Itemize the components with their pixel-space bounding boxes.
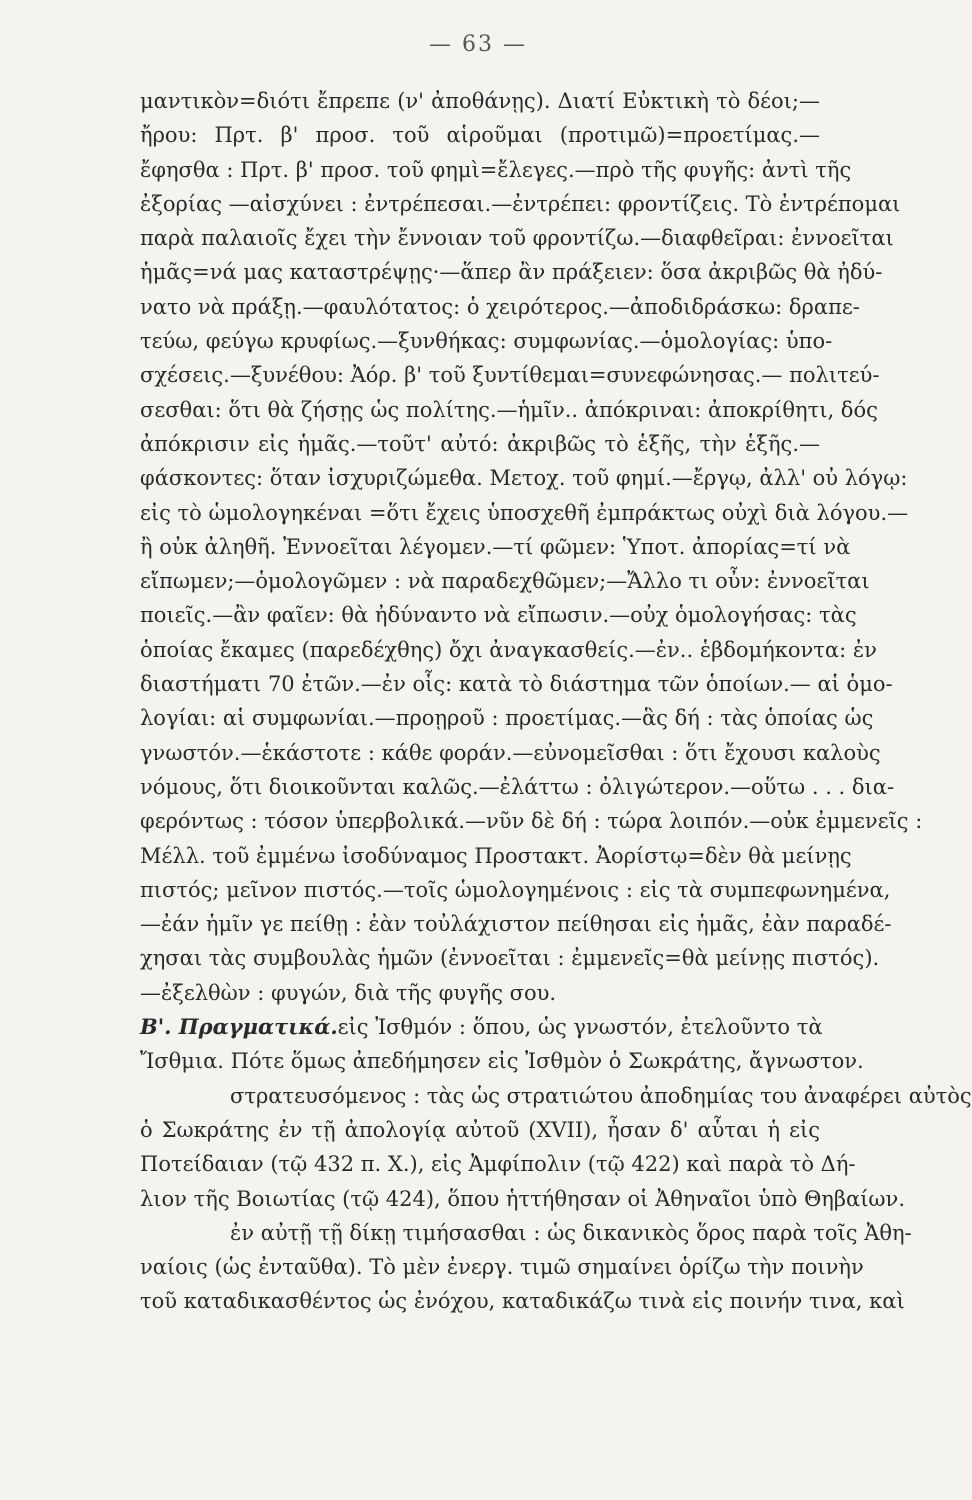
text-line	[140, 839, 852, 873]
text-line	[140, 118, 820, 152]
line-text: Ποτείδαιαν (τῷ 432 π. Χ.), εἰς Ἀμφίπολιν (τῷ 422) καὶ παρὰ τὸ Δή-	[140, 1152, 856, 1177]
text-line	[140, 1079, 972, 1113]
line-text: σεσθαι: ὅτι θὰ ζήσῃς ὡς πολίτης.—ἡμῖν.. ἀπόκριναι: ἀποκρίθητι, δός	[140, 397, 878, 422]
text-line	[140, 496, 909, 530]
text-line	[140, 221, 894, 255]
line-text: ἐν αὐτῇ τῇ δίκῃ τιμήσασθαι : ὡς δικανικὸς ὅρος παρὰ τοῖς Ἀθη-	[230, 1220, 912, 1245]
line-text: ποιεῖς.—ἂν φαῖεν: θὰ ἠδύναντο νὰ εἴπωσιν.—οὐχ ὁμολογήσας: τὰς	[140, 603, 857, 628]
text-line	[140, 873, 891, 907]
text-line	[140, 633, 877, 667]
text-line	[140, 324, 833, 358]
text-line	[140, 153, 852, 187]
line-text: ὁ Σωκράτης ἐν τῇ ἀπολογίᾳ αὐτοῦ (XVII), ἦσαν δ' αὗται ἡ εἰς	[140, 1117, 820, 1142]
text-line	[140, 804, 923, 838]
line-text: —ἐάν ἡμῖν γε πείθῃ : ἐὰν τοὐλάχιστον πείθησαι εἰς ἡμᾶς, ἐὰν παραδέ-	[140, 912, 892, 937]
text-line	[140, 290, 860, 324]
line-text: —ἐξελθὼν : φυγών, διὰ τῆς φυγῆς σου.	[140, 980, 557, 1005]
text-line	[140, 736, 881, 770]
line-text: μαντικὸν=διότι ἔπρεπε (ν' ἀποθάνῃς). Διατί Εὐκτικὴ τὸ δέοι;—	[140, 89, 820, 113]
text-line	[140, 255, 883, 289]
text-line	[140, 941, 880, 975]
line-text: στρατευσόμενος : τὰς ὡς στρατιώτου ἀποδημίας του ἀναφέρει αὐτὸς	[230, 1083, 972, 1108]
line-text: Μέλλ. τοῦ ἐμμένω ἰσοδύναμος Προστακτ. Ἀορίστῳ=δὲν θὰ μείνῃς	[140, 843, 852, 868]
text-line	[140, 530, 851, 564]
text-line	[140, 84, 820, 118]
text-line	[140, 393, 878, 427]
line-text: φάσκοντες: ὅταν ἰσχυριζώμεθα. Μετοχ. τοῦ φημί.—ἔργῳ, ἀλλ' οὐ λόγῳ:	[140, 466, 908, 491]
text-line	[140, 358, 880, 392]
text-line	[140, 1250, 864, 1284]
line-text: ὁποίας ἔκαμες (παρεδέχθης) ὄχι ἀναγκασθείς.—ἐν.. ἑβδομήκοντα: ἐν	[140, 637, 877, 662]
text-line	[140, 1044, 864, 1078]
text-line	[140, 1216, 912, 1250]
text-line	[140, 1284, 905, 1318]
line-text: λιον τῆς Βοιωτίας (τῷ 424), ὅπου ἡττήθησαν οἱ Ἀθηναῖοι ὑπὸ Θηβαίων.	[140, 1186, 905, 1211]
line-text: τοῦ καταδικασθέντος ὡς ἐνόχου, καταδικάζω τινὰ εἰς ποινήν τινα, καὶ	[140, 1289, 905, 1314]
line-text: σχέσεις.—ξυνέθου: Ἀόρ. β' τοῦ ξυντίθεμαι=συνεφώνησας.— πολιτεύ-	[140, 363, 880, 388]
line-text: λογίαι: αἱ συμφωνίαι.—προῃροῦ : προετίμας.—ἃς δή : τὰς ὁποίας ὡς	[140, 706, 874, 731]
line-text: χησαι τὰς συμβουλὰς ἡμῶν (ἐννοεῖται : ἐμμενεῖς=θὰ μείνῃς πιστός).	[140, 946, 880, 971]
line-text: ἀπόκρισιν εἰς ἡμᾶς.—τοῦτ' αὐτό: ἀκριβῶς τὸ ἑξῆς, τὴν ἑξῆς.—	[140, 431, 820, 456]
line-text: εἴπωμεν;—ὁμολογῶμεν : νὰ παραδεχθῶμεν;—Ἄλλο τι οὖν: ἐννοεῖται	[140, 569, 870, 594]
line-text: ναίοις (ὡς ἐνταῦθα). Τὸ μὲν ἐνεργ. τιμῶ σημαίνει ὁρίζω τὴν ποινὴν	[140, 1255, 864, 1280]
line-text: γνωστόν.—ἑκάστοτε : κάθε φοράν.—εὐνομεῖσθαι : ὅτι ἔχουσι καλοὺς	[140, 740, 881, 765]
text-line	[140, 1147, 856, 1181]
commentary-text	[140, 84, 972, 1319]
text-line	[140, 770, 895, 804]
text-line	[140, 1113, 820, 1147]
line-text: νατο νὰ πράξῃ.—φαυλότατος: ὁ χειρότερος.—ἀποδιδράσκω: δραπε-	[140, 294, 860, 319]
text-line	[140, 907, 892, 941]
line-text: διαστήματι 70 ἐτῶν.—ἐν οἷς: κατὰ τὸ διάστημα τῶν ὁποίων.— αἱ ὁμο-	[140, 672, 893, 697]
line-text: Ἴσθμια. Πότε ὅμως ἀπεδήμησεν εἰς Ἰσθμὸν ὁ Σωκράτης, ἄγνωστον.	[140, 1049, 864, 1074]
line-text: πιστός; μεῖνον πιστός.—τοῖς ὡμολογημένοις : εἰς τὰ συμπεφωνημένα,	[140, 877, 891, 902]
text-line	[140, 667, 893, 701]
text-line	[140, 976, 820, 1010]
text-line	[140, 598, 857, 632]
line-text: φερόντως : τόσον ὑπερβολικά.—νῦν δὲ δή : τώρα λοιπόν.—οὐκ ἐμμενεῖς :	[140, 809, 923, 834]
line-text: ἐξορίας —αἰσχύνει : ἐντρέπεσαι.—ἐντρέπει: φροντίζεις. Τὸ ἐντρέπομαι	[140, 191, 901, 216]
text-line	[140, 427, 820, 461]
line-text: εἰς Ἰσθμόν : ὅπου, ὡς γνωστόν, ἐτελοῦντο τὰ	[337, 1015, 823, 1040]
text-line	[140, 701, 874, 735]
line-text: εἰς τὸ ὡμολογηκέναι =ὅτι ἔχεις ὑποσχεθῆ ἐμπράκτως οὐχὶ διὰ λόγου.—	[140, 500, 909, 525]
line-text: ἤρου: Πρτ. β' προσ. τοῦ αἱροῦμαι (προτιμῶ)=προετίμας.—	[140, 123, 820, 148]
line-text: παρὰ παλαιοῖς ἔχει τὴν ἔννοιαν τοῦ φροντίζω.—διαφθεῖραι: ἐννοεῖται	[140, 226, 894, 251]
line-text: νόμους, ὅτι διοικοῦνται καλῶς.—ἐλάττω : ὀλιγώτερον.—οὕτω . . . δια-	[140, 774, 895, 799]
section-heading: Β'. Πραγματικά.	[140, 1014, 338, 1040]
text-line	[140, 461, 908, 495]
text-line	[140, 564, 870, 598]
line-text: ἔφησθα : Πρτ. β' προσ. τοῦ φημὶ=ἔλεγες.—πρὸ τῆς φυγῆς: ἀντὶ τῆς	[140, 157, 852, 182]
line-text: τεύω, φεύγω κρυφίως.—ξυνθήκας: συμφωνίας.—ὁμολογίας: ὑπο-	[140, 329, 833, 354]
text-line	[140, 1010, 823, 1044]
text-line	[140, 1182, 905, 1216]
text-line	[140, 187, 901, 221]
line-text: ἡμᾶς=νά μας καταστρέψῃς·—ἅπερ ἂν πράξειεν: ὅσα ἀκριβῶς θὰ ἠδύ-	[140, 260, 883, 285]
page-number: — 63 —	[429, 32, 527, 57]
line-text: ἢ οὐκ ἀληθῆ. Ἐννοεῖται λέγομεν.—τί φῶμεν: Ὑποτ. ἀπορίας=τί νὰ	[140, 534, 851, 559]
